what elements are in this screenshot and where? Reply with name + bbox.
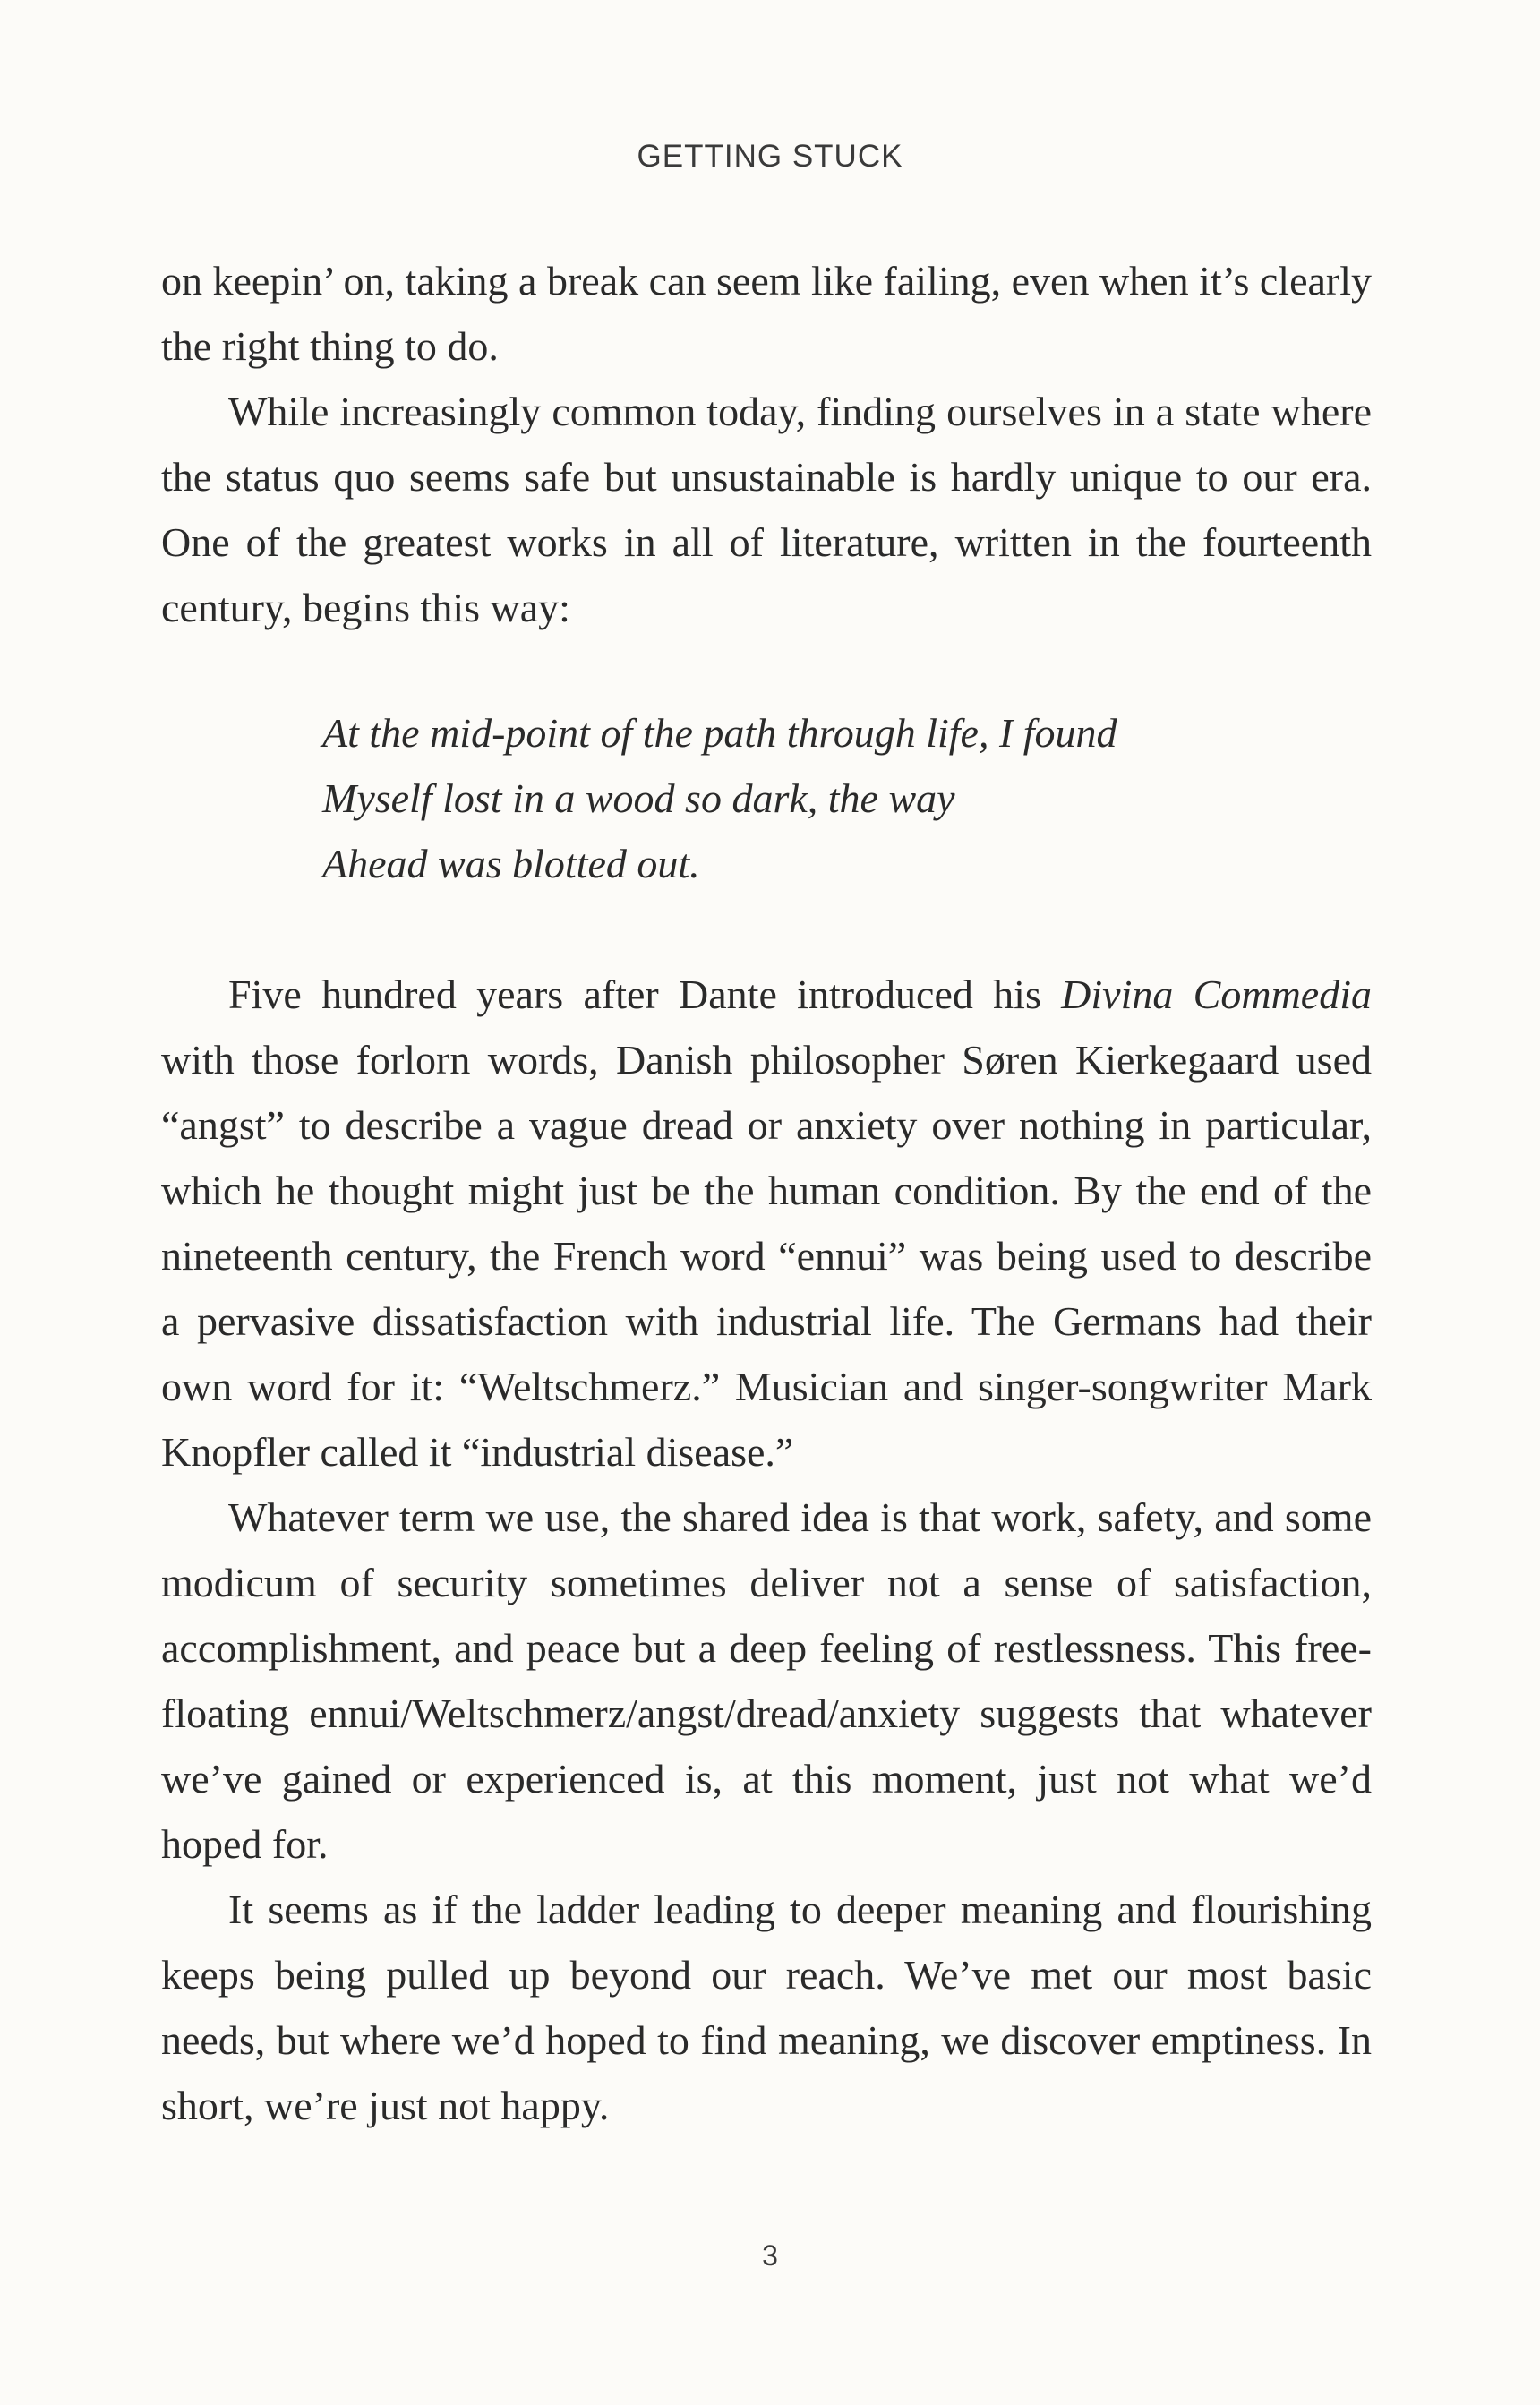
- body-text-bottom: [161, 962, 1372, 2138]
- paragraph: While increasingly common today, finding ourselves in a state where the status quo seems safe but unsustainable is hardly unique to our era. One of the greatest works in all of literature, written in the fourteenth century, begins this way:: [161, 389, 1372, 630]
- quote-line: Myself lost in a wood so dark, the way: [322, 775, 955, 821]
- italic-title: Divina Commedia: [1061, 971, 1372, 1017]
- block-quote: [322, 700, 1117, 896]
- page-number: 3: [762, 2239, 778, 2272]
- paragraph-text: Five hundred years after Dante introduced his: [228, 971, 1062, 1017]
- running-head: GETTING STUCK: [637, 139, 903, 174]
- paragraph-continuation: on keepin’ on, taking a break can seem like failing, even when it’s clearly the right thing to do.: [161, 258, 1372, 369]
- paragraph-text: with those forlorn words, Danish philosopher Søren Kierkegaard used “angst” to describe a vague dread or anxiety over nothing in particular, which he thought might just be the human condition. By the end of the nineteenth century, the French word “ennui” was being used to describe a pervasive dissatisfaction with industrial life. The Germans had their own word for it: “Weltschmerz.” Musician and singer-songwriter Mark Knopfler called it “industrial disease.”: [161, 1037, 1372, 1475]
- body-text-top: [161, 248, 1372, 640]
- quote-line: Ahead was blotted out.: [322, 841, 700, 886]
- paragraph: [161, 962, 1372, 1485]
- quote-line: At the mid-point of the path through life, I found: [322, 710, 1117, 756]
- paragraph: Whatever term we use, the shared idea is that work, safety, and some modicum of security sometimes deliver not a sense of satisfaction, accomplishment, and peace but a deep feeling of restlessness. This free-floating ennui/Weltschmerz/angst/dread/anxiety suggests that whatever we’ve gained or experienced is, at this moment, just not what we’d hoped for.: [161, 1494, 1372, 1867]
- paragraph: It seems as if the ladder leading to deeper meaning and flourishing keeps being pulled up beyond our reach. We’ve met our most basic needs, but where we’d hoped to find meaning, we discover emptiness. In short, we’re just not happy.: [161, 1887, 1372, 2128]
